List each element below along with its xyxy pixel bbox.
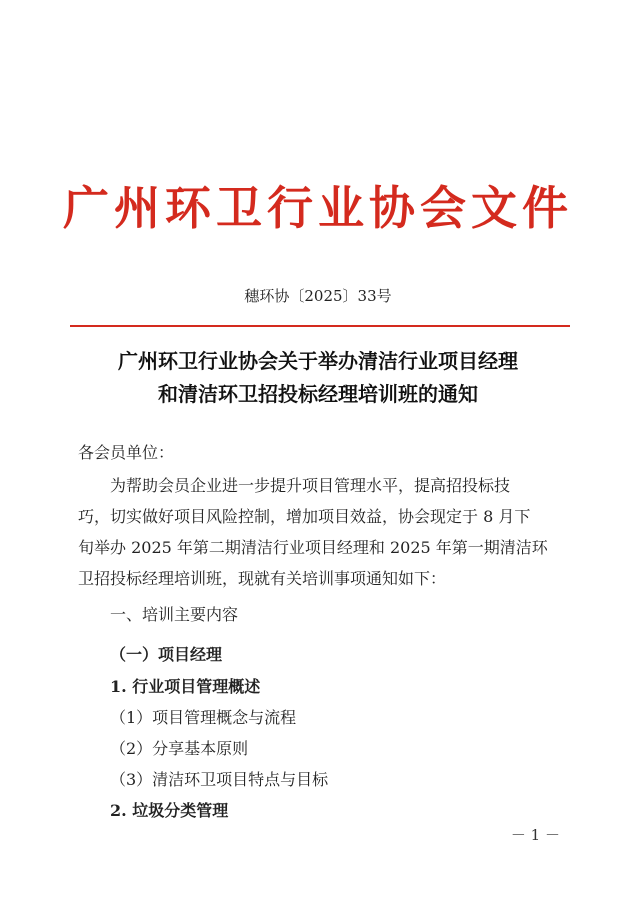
- intro-line: 为帮助会员企业进一步提升项目管理水平，提高招投标技: [110, 476, 511, 495]
- notice-title-line-1: 广州环卫行业协会关于举办清洁行业项目经理: [118, 349, 518, 373]
- sub-item: （1）项目管理概念与流程: [110, 708, 297, 727]
- red-divider: [70, 325, 570, 327]
- salutation: 各会员单位：: [78, 443, 175, 462]
- item-heading-1: 1. 行业项目管理概述: [110, 677, 261, 696]
- section-heading-1: 一、培训主要内容: [110, 605, 239, 624]
- sub-item: （3）清洁环卫项目特点与目标: [110, 770, 329, 789]
- subsection-heading-1: （一）项目经理: [110, 645, 223, 664]
- intro-line: 卫招投标经理培训班，现就有关培训事项通知如下：: [78, 569, 447, 588]
- item-heading-2: 2. 垃圾分类管理: [110, 801, 229, 820]
- notice-title-line-2: 和清洁环卫招投标经理培训班的通知: [158, 382, 478, 406]
- sub-item: （2）分享基本原则: [110, 739, 249, 758]
- intro-line: 旬举办 2025 年第二期清洁行业项目经理和 2025 年第一期清洁环: [78, 538, 548, 557]
- org-header-title: 广州环卫行业协会文件: [63, 181, 573, 235]
- document-number: 穗环协〔2025〕33号: [244, 287, 392, 305]
- page-number: － 1 －: [510, 826, 560, 844]
- intro-line: 巧，切实做好项目风险控制，增加项目效益，协会现定于 8 月下: [78, 507, 531, 526]
- notice-title: [60, 345, 576, 411]
- intro-paragraph: [78, 470, 558, 594]
